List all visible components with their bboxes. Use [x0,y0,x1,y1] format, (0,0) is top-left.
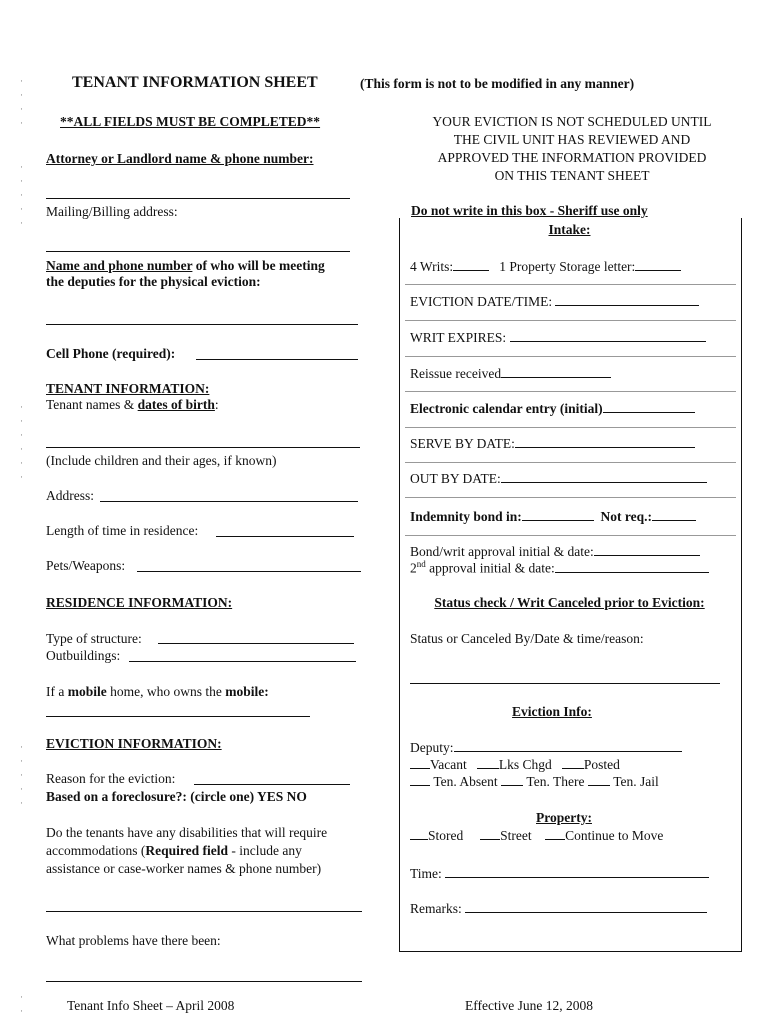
mobile-text-d: mobile: [225,684,269,699]
remarks-text: Remarks: [410,901,462,916]
outbuildings-label: Outbuildings: [46,648,121,663]
status-line-label: Status or Canceled By/Date & time/reason: [410,631,644,646]
property-checks [410,827,663,844]
disabilities-line1: Do the tenants have any disabilities that will require [46,825,328,840]
disabilities-line2 [46,843,302,859]
lks-chgd-check[interactable] [477,756,499,769]
deputy-field[interactable] [454,739,682,752]
street-check[interactable] [480,827,500,840]
vacant-text: Vacant [430,757,467,772]
status-field[interactable] [410,683,720,684]
scan-artifact: · · · · · [20,162,23,228]
length-residence-field[interactable] [216,536,354,537]
second-approval-text: approval initial & date: [425,560,555,576]
address-label: Address: [46,488,94,503]
mobile-text-a: If a [46,684,68,699]
out-by-text: OUT BY DATE: [410,471,501,486]
notice-line-3: APPROVED THE INFORMATION PROVIDED [437,150,707,165]
mobile-label [46,684,269,700]
remarks-label [410,900,707,917]
row-separator [405,535,736,536]
mailing-label: Mailing/Billing address: [46,204,178,219]
indemnity-field[interactable] [522,508,594,521]
stored-check[interactable] [410,827,428,840]
continue-move-text: Continue to Move [565,828,664,843]
mailing-field[interactable] [46,251,350,252]
bond-writ-text: Bond/writ approval initial & date: [410,544,594,559]
bond-writ-field[interactable] [594,543,700,556]
disabilities-field[interactable] [46,911,362,912]
eviction-datetime-label [410,293,699,310]
eviction-info-box-heading: Eviction Info: [512,704,592,719]
form-title: TENANT INFORMATION SHEET [72,74,318,91]
footer-right: Effective June 12, 2008 [465,998,593,1013]
ten-there-text: Ten. There [526,774,585,789]
indemnity-label [410,508,696,525]
not-req-field[interactable] [652,508,696,521]
lks-chgd-text: Lks Chgd [498,757,552,772]
meeting-field[interactable] [46,324,358,325]
tenant-names-dob: dates of birth [137,397,215,412]
second-approval-num: 2 [410,560,417,576]
deputy-text: Deputy: [410,740,454,755]
time-label [410,865,709,882]
ten-jail-text: Ten. Jail [613,774,659,789]
notice-line-1: YOUR EVICTION IS NOT SCHEDULED UNTIL [432,114,712,129]
reason-field[interactable] [194,784,350,785]
row-separator [405,462,736,463]
intake-heading: Intake: [548,222,591,237]
disab-text-a: accommodations ( [46,843,146,858]
scan-artifact: · · · · · [20,742,23,808]
remarks-field[interactable] [465,900,707,913]
serve-by-label [410,435,695,452]
tenant-info-heading: TENANT INFORMATION: [46,381,210,396]
writs-text: 4 Writs: [410,259,454,274]
time-text: Time: [410,866,442,881]
type-structure-label: Type of structure: [46,631,142,646]
property-letter-field[interactable] [635,258,681,271]
electronic-label [410,400,695,417]
mobile-text-c: home, who owns the [106,684,226,699]
ten-jail-check[interactable] [588,773,610,786]
row-separator [405,284,736,285]
tenant-names-text: Tenant names & [46,397,138,412]
property-heading: Property: [536,810,592,825]
foreclosure-label: Based on a foreclosure?: (circle one) YES NO [46,789,307,804]
reissue-label [410,365,611,382]
time-field[interactable] [445,865,709,878]
mobile-text-b: mobile [67,684,107,699]
eviction-datetime-text: EVICTION DATE/TIME: [410,294,553,309]
row-separator [405,320,736,321]
length-residence-label: Length of time in residence: [46,523,199,538]
property-letter-text: 1 Property Storage letter: [499,259,636,274]
cell-phone-field[interactable] [196,359,358,360]
row-separator [405,427,736,428]
writ-expires-field[interactable] [510,329,706,342]
scan-artifact: · · [20,992,23,1016]
second-approval-sup: nd [416,559,426,569]
continue-move-check[interactable] [545,827,565,840]
pets-weapons-label: Pets/Weapons: [46,558,126,573]
outbuildings-field[interactable] [129,661,356,662]
vacant-check[interactable] [410,756,430,769]
form-subtitle: (This form is not to be modified in any manner) [360,76,635,91]
deputy-label [410,739,682,756]
tenant-names-label [46,397,219,413]
mobile-owner-field[interactable] [46,716,310,717]
residence-heading: RESIDENCE INFORMATION: [46,595,233,610]
status-checks-row2 [410,773,659,790]
street-text: Street [500,828,532,843]
reason-label: Reason for the eviction: [46,771,176,786]
out-by-field[interactable] [501,470,707,483]
bond-writ-label [410,543,700,560]
scan-artifact: · · · · [20,76,23,128]
cell-phone-label: Cell Phone (required): [46,346,176,361]
notice-line-2: THE CIVIL UNIT HAS REVIEWED AND [453,132,691,147]
posted-text: Posted [583,757,620,772]
status-heading: Status check / Writ Canceled prior to Eviction: [434,595,705,610]
meeting-label-underlined: Name and phone number [46,258,193,273]
all-fields-notice: **ALL FIELDS MUST BE COMPLETED** [60,114,321,129]
sheriff-box-label: Do not write in this box - Sheriff use only [411,203,648,218]
type-structure-field[interactable] [158,643,354,644]
meeting-label [46,258,325,274]
row-separator [405,391,736,392]
notice-line-4: ON THIS TENANT SHEET [494,168,650,183]
address-field[interactable] [100,501,358,502]
writ-expires-label [410,329,706,346]
indemnity-text: Indemnity bond in: [410,509,522,524]
reissue-field[interactable] [501,365,611,378]
posted-check[interactable] [562,756,584,769]
reissue-text: Reissue received [410,366,502,381]
footer-left: Tenant Info Sheet – April 2008 [67,998,235,1013]
eviction-notice [405,113,739,185]
serve-by-text: SERVE BY DATE: [410,436,515,451]
writs-field[interactable] [453,258,489,271]
disab-required: Required field [145,843,228,858]
eviction-info-heading: EVICTION INFORMATION: [46,736,222,751]
writs-label [410,258,681,275]
attorney-label: Attorney or Landlord name & phone number: [46,151,314,166]
ten-absent-check[interactable] [410,773,430,786]
row-separator [405,356,736,357]
tenant-names-colon: : [214,397,219,412]
electronic-field[interactable] [603,400,695,413]
serve-by-field[interactable] [515,435,695,448]
out-by-label [410,470,707,487]
not-req-text: Not req.: [600,509,653,524]
attorney-field[interactable] [46,198,350,199]
problems-label: What problems have there been: [46,933,221,948]
ten-there-check[interactable] [501,773,523,786]
disab-text-c: - include any [228,843,302,858]
children-note: (Include children and their ages, if known) [46,453,277,468]
meeting-label-rest: of who will be meeting [192,258,325,273]
second-approval-label [410,559,709,577]
tenant-names-field[interactable] [46,447,360,448]
ten-absent-text: Ten. Absent [433,774,498,789]
pets-weapons-field[interactable] [137,571,361,572]
meeting-label-line2: the deputies for the physical eviction: [46,274,261,289]
eviction-datetime-field[interactable] [555,293,699,306]
scan-artifact: · · · · · · [20,402,23,482]
stored-text: Stored [428,828,464,843]
problems-field[interactable] [46,981,362,982]
disabilities-line3: assistance or case-worker names & phone number) [46,861,322,876]
writ-expires-text: WRIT EXPIRES: [410,330,507,345]
electronic-text: Electronic calendar entry (initial) [410,401,603,416]
second-approval-field[interactable] [555,560,709,573]
status-checks-row1 [410,756,620,773]
row-separator [405,497,736,498]
